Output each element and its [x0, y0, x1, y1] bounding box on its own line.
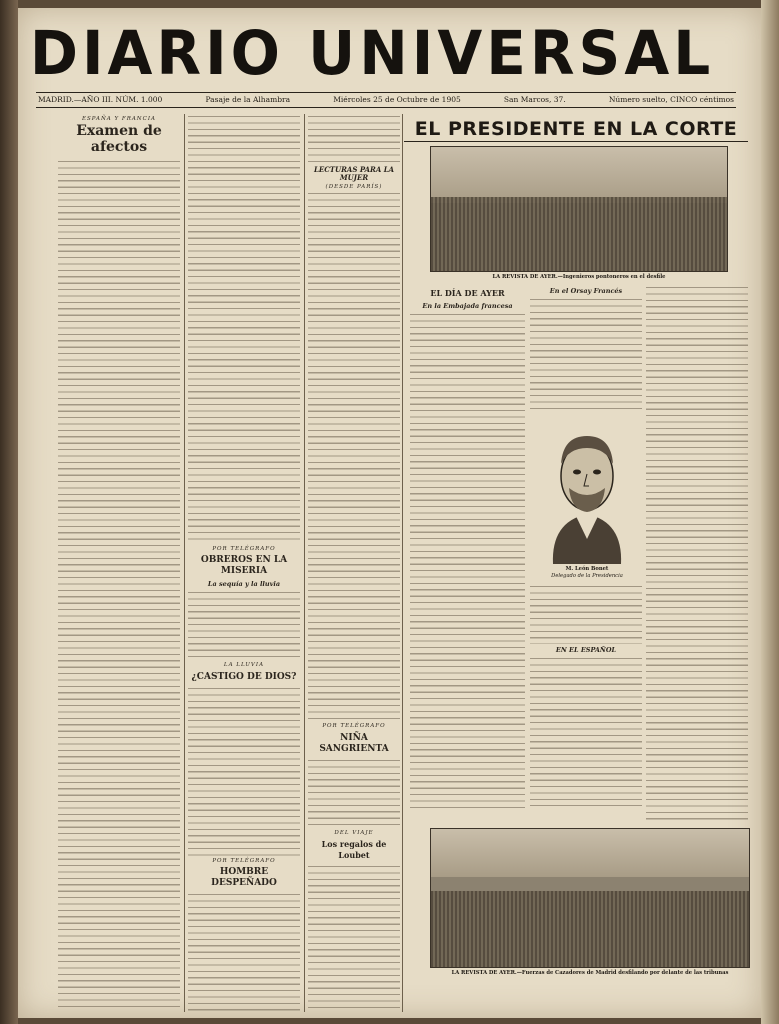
article-body: [410, 312, 525, 812]
article-body: [530, 297, 642, 410]
main-column-middle: [530, 285, 642, 410]
article-headline: OBREROS EN LA MISERIA: [200, 555, 288, 577]
article-headline: Examen de afectos: [76, 123, 162, 156]
issue-date: Miércoles 25 de Octubre de 1905: [333, 95, 461, 104]
article-headline: HOMBRE DESPEÑADO: [211, 867, 277, 889]
article-body: [188, 114, 300, 544]
article-body: [188, 892, 300, 1012]
book-spine: [0, 0, 18, 1024]
page-edge: [761, 0, 779, 1024]
portrait-caption: M. León Bonet: [565, 566, 609, 572]
article-headline: ¿CASTIGO DE DIOS?: [191, 671, 297, 682]
office-address-2: San Marcos, 37.: [503, 95, 566, 104]
article-body: [530, 584, 642, 644]
issue-info: MADRID.—AÑO III. NÚM. 1.000: [38, 95, 163, 104]
column-2: [188, 114, 300, 1012]
photo-caption: LA REVISTA DE AYER.—Ingenieros pontoneros en el desfile: [492, 274, 666, 280]
section-subheadline: En la Embajada francesa: [422, 302, 513, 310]
parade-photo-top: [430, 146, 728, 272]
article-body: [188, 686, 300, 856]
article-body: [308, 191, 400, 721]
article-body: [188, 590, 300, 660]
main-column-right: [646, 285, 748, 824]
parade-photo-bottom: [430, 828, 750, 968]
column-rule: [184, 114, 185, 1012]
main-headline: EL PRESIDENTE EN LA CORTE: [404, 116, 748, 142]
article-subheadline: (DESDE PARÍS): [325, 184, 383, 190]
article-body: [530, 656, 642, 806]
section-label: POR TELÉGRAFO: [212, 546, 276, 552]
article-body: [308, 758, 400, 828]
main-column-middle-lower: [530, 584, 642, 824]
section-label: ESPAÑA Y FRANCIA: [82, 116, 156, 122]
office-address: Pasaje de la Alhambra: [205, 95, 291, 104]
section-label: POR TELÉGRAFO: [322, 723, 386, 730]
section-subheadline: En el Orsay Francés: [549, 287, 623, 295]
main-column-left: [410, 285, 525, 824]
column-3: [308, 114, 400, 1012]
leon-bonet-portrait: [533, 414, 641, 564]
article-body: [58, 159, 180, 1012]
article-headline: LECTURAS PARA LA MUJER: [313, 165, 395, 182]
photo-caption: LA REVISTA DE AYER.—Fuerzas de Cazadores de Madrid desfilando por delante de las tribunas: [451, 970, 729, 976]
article-headline: Los regalos de Loubet: [321, 839, 387, 861]
portrait-subcaption: Delegado de la Presidencia: [551, 573, 623, 579]
section-headline: EL DÍA DE AYER: [430, 288, 505, 298]
article-body: [646, 285, 748, 824]
dateline-bar: [36, 92, 736, 108]
issue-price: Número suelto, CINCO céntimos: [608, 95, 734, 104]
column-rule: [402, 114, 403, 1012]
masthead-title: DIARIO UNIVERSAL: [29, 17, 715, 89]
article-subheadline: La sequía y la lluvia: [207, 580, 281, 589]
column-rule: [304, 114, 305, 1012]
section-label: LA LLUVIA: [223, 662, 265, 669]
article-body: [308, 114, 400, 164]
column-1: [58, 114, 180, 1012]
article-headline: NIÑA SANGRIENTA: [319, 732, 389, 754]
section-label: POR TELÉGRAFO: [212, 857, 276, 864]
section-label: DEL VIAJE: [334, 829, 374, 836]
section-subheadline: EN EL ESPAÑOL: [555, 646, 617, 654]
article-body: [308, 864, 400, 1012]
